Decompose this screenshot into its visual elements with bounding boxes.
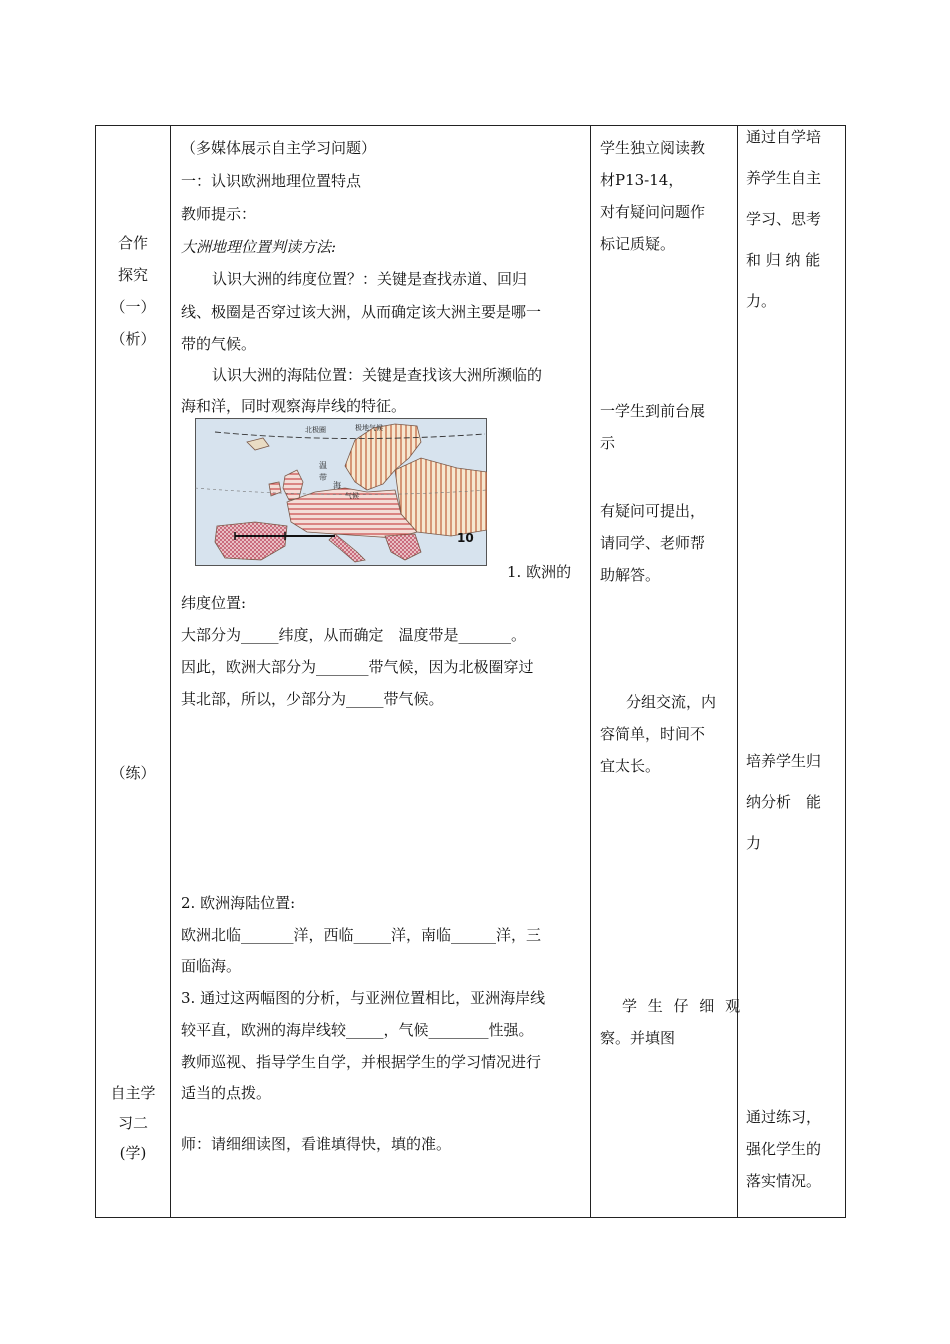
content-line: 面临海。 (181, 957, 242, 975)
map-label-temperate: 温 (319, 461, 327, 470)
design-intent-line: 养学生自主 (746, 169, 822, 187)
content-line: 认识大洲的海陆位置：关键是查找该大洲所濒临的 (212, 366, 543, 384)
map-label-polar-climate: 极地气候 (355, 424, 383, 432)
content-line: 线、极圈是否穿过该大洲，从而确定该大洲主要是哪一 (181, 303, 542, 321)
student-activity-line: 有疑问可提出， (600, 502, 706, 520)
student-activity-line: 学生独立阅读教 (600, 139, 706, 157)
student-activity-line: 一学生到前台展 (600, 402, 706, 420)
content-line: 1. 欧洲的 (507, 563, 572, 581)
stage-label: (学) (119, 1144, 147, 1162)
content-line: 教师巡视、指导学生自学，并根据学生的学习情况进行 (181, 1053, 542, 1071)
content-line: 海和洋，同时观察海岸线的特征。 (181, 397, 407, 415)
student-activity-line: 助解答。 (600, 566, 661, 584)
content-line: 教师提示： (181, 205, 257, 223)
design-intent-line: 学习、思考 (746, 210, 822, 228)
map-label-number: 10 (457, 531, 474, 545)
content-line: 大洲地理位置判读方法: (181, 238, 337, 256)
stage-label: （练） (110, 764, 156, 782)
content-line: 因此，欧洲大部分为_______带气候，因为北极圈穿过 (181, 658, 534, 676)
column-divider-1 (170, 125, 171, 1218)
content-line: 大部分为_____纬度，从而确定 温度带是_______。 (181, 626, 527, 644)
student-activity-line: 宜太长。 (600, 757, 661, 775)
design-intent-line: 培养学生归 (746, 752, 822, 770)
map-label-climate: 气候 (345, 492, 359, 500)
content-line: 适当的点拨。 (181, 1084, 272, 1102)
map-label-arctic-circle: 北极圈 (305, 426, 326, 434)
column-divider-2 (590, 125, 591, 1218)
student-activity-line: 示 (600, 434, 616, 452)
stage-label: 探究 (117, 266, 148, 284)
student-activity-line: 标记质疑。 (600, 235, 676, 253)
student-activity-line: 请同学、老师帮 (600, 534, 706, 552)
content-line: 带的气候。 (181, 335, 257, 353)
stage-label: （一） (110, 298, 156, 316)
stage-label: 习二 (117, 1114, 148, 1132)
map-label-ocean: 海 (333, 481, 341, 490)
student-activity-line: 材P13-14， (600, 171, 684, 189)
content-line: 其北部，所以，少部分为_____带气候。 (181, 690, 444, 708)
stage-label: （析） (110, 330, 156, 348)
content-line: 较平直，欧洲的海岸线较_____，气候________性强。 (181, 1021, 534, 1039)
content-line: 一：认识欧洲地理位置特点 (181, 172, 362, 190)
student-activity-line: 学 生 仔 细 观 (622, 997, 744, 1015)
stage-label: 合作 (117, 234, 148, 252)
column-divider-3 (737, 125, 738, 1218)
content-line: 认识大洲的纬度位置？：关键是查找赤道、回归 (212, 270, 528, 288)
design-intent-line: 通过练习， (746, 1108, 822, 1126)
design-intent-line: 和 归 纳 能 (746, 251, 821, 269)
content-line: 欧洲北临_______洋，西临_____洋，南临______洋，三 (181, 926, 542, 944)
content-line: （多媒体展示自主学习问题） (181, 139, 377, 157)
content-line: 3. 通过这两幅图的分析，与亚洲位置相比，亚洲海岸线 (181, 989, 546, 1007)
map-label-zone: 带 (319, 473, 327, 482)
design-intent-line: 力。 (746, 292, 777, 310)
design-intent-line: 落实情况。 (746, 1172, 822, 1190)
design-intent-line: 强化学生的 (746, 1140, 822, 1158)
design-intent-line: 通过自学培 (746, 128, 822, 146)
student-activity-line: 对有疑问问题作 (600, 203, 706, 221)
design-intent-line: 力 (746, 834, 762, 852)
europe-climate-map (195, 418, 487, 566)
content-line: 师：请细细读图，看谁填得快，填的准。 (181, 1135, 452, 1153)
student-activity-line: 察。并填图 (600, 1029, 676, 1047)
content-line: 2. 欧洲海陆位置: (181, 894, 296, 912)
design-intent-line: 纳分析 能 (746, 793, 822, 811)
stage-label: 自主学 (110, 1084, 156, 1102)
content-line: 纬度位置: (181, 594, 247, 612)
student-activity-line: 容简单，时间不 (600, 725, 706, 743)
student-activity-line: 分组交流，内 (626, 693, 717, 711)
